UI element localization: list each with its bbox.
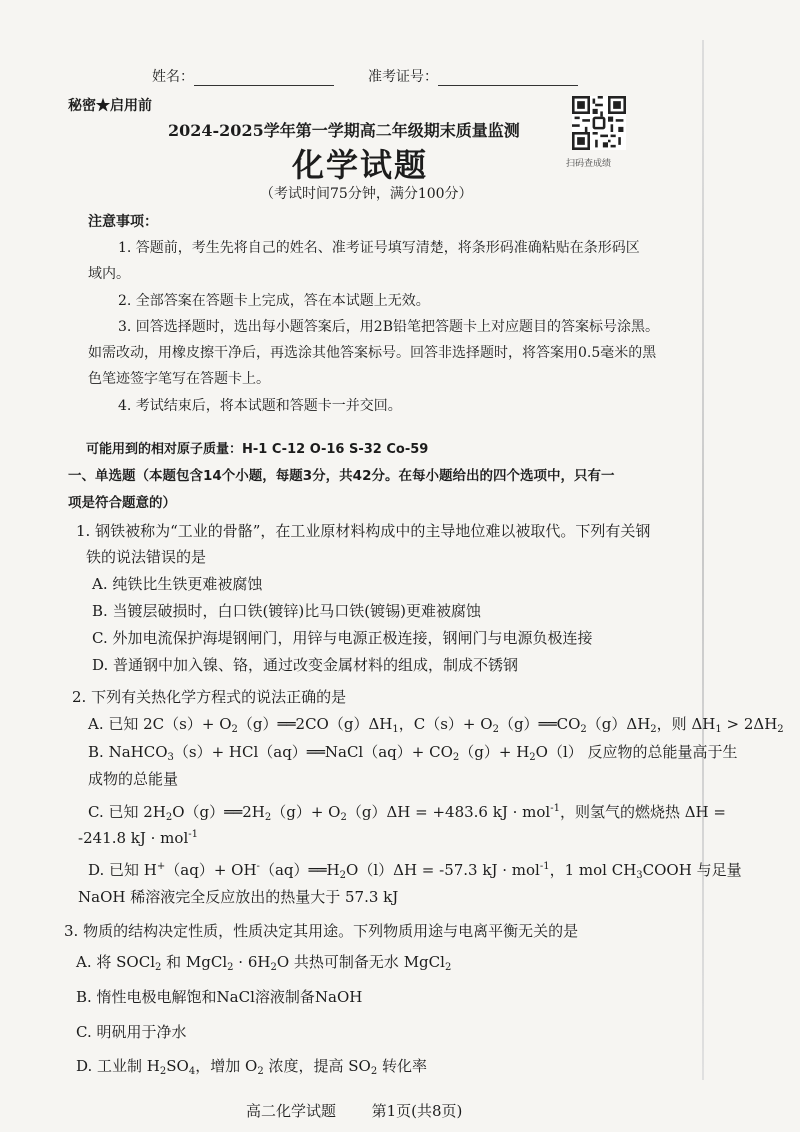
q2-option-b[interactable] — [88, 741, 738, 762]
q3-option-d-tail: 转化率 — [377, 1057, 427, 1075]
footer-page-number: 第1页(共8页) — [371, 1102, 463, 1120]
atomic-masses: 可能用到的相对原子质量：H-1 C-12 O-16 S-32 Co-59 — [86, 442, 429, 457]
q3-option-d-oxygen: $O_2$ — [245, 1057, 264, 1077]
q2-option-a-equation: $2C(s)+ O_2(g)══2CO(g)\Delta H_1$，$C(s)+ O_2(g)══CO_2(g)\Delta H_2$，则 $\Delta H_1 > 2\Delta H_2$ — [143, 715, 784, 735]
q2-option-c-equation: $2H_2O(g)══2H_2(g)+ O_2(g)\Delta H = +483.6$ kJ · mol$^{-1}$ — [143, 803, 560, 823]
q2-option-b-equation: NaHCO$_3$（s）+ HCl（aq）══NaCl（aq）+ $CO_2(g)+ H_2O(l)$ — [108, 743, 583, 763]
q1-option-d[interactable]: D. 普通钢中加入镍、铬，通过改变金属材料的组成，制成不锈钢 — [92, 656, 519, 674]
time-info: （考试时间75分钟，满分100分） — [260, 186, 473, 202]
notice-item-1-cont: 域内。 — [88, 266, 130, 282]
q2-option-b-prefix: B. — [88, 743, 109, 761]
q1-option-b[interactable]: B. 当镀层破损时，白口铁(镀锌)比马口铁(镀锡)更难被腐蚀 — [92, 602, 481, 620]
q3-option-a-reagents: SOCl$_2$ 和 MgCl$_2$ · $6H_2O$ — [116, 953, 290, 973]
q2-option-b-text: 反应物的总能量高于生 — [582, 743, 738, 761]
name-field — [152, 66, 334, 86]
q3-option-a-prefix: A. 将 — [76, 953, 117, 971]
q3-option-d-acid: $H_2SO_4$ — [146, 1057, 196, 1077]
footer-subject: 高二化学试题 — [246, 1102, 337, 1120]
q1-stem-cont: 铁的说法错误的是 — [86, 548, 207, 566]
q2-option-d-tail: 与足量 — [691, 861, 742, 879]
q2-option-c-value: -241.8 kJ · mol — [78, 829, 189, 847]
q1-stem: 1. 钢铁被称为“工业的骨骼”，在工业原材料构成中的主导地位难以被取代。下列有关钢 — [76, 522, 651, 540]
q3-option-b[interactable]: B. 惰性电极电解饱和NaCl溶液制备NaOH — [76, 988, 363, 1006]
exam-subtitle: 2024-2025学年第一学期高二年级期末质量监测 — [168, 121, 520, 140]
q2-option-c-cont: -241.8 kJ · mol$^{-1}$ — [78, 829, 198, 847]
q2-option-d-equation: $H^+(aq)+ OH^-(aq)══H_2O(l)\Delta H = -57.3$ kJ · mol$^{-1}$ — [143, 861, 550, 881]
q3-option-d-so2: $SO_2$ — [348, 1057, 378, 1077]
notice-item-4: 4. 考试结束后，将本试题和答题卡一并交回。 — [118, 398, 402, 414]
exam-id-field — [368, 66, 578, 86]
q2-option-c-prefix: C. 已知 — [88, 803, 144, 821]
q2-option-d-text: ，1 mol — [549, 861, 612, 879]
q3-option-c[interactable]: C. 明矾用于净水 — [76, 1023, 187, 1041]
page-footer — [246, 1100, 462, 1121]
notice-item-2: 2. 全部答案在答题卡上完成，答在本试题上无效。 — [118, 293, 430, 309]
exam-title: 化学试题 — [292, 146, 429, 184]
notice-item-3: 3. 回答选择题时，选出每小题答案后，用2B铅笔把答题卡上对应题目的答案标号涂黑。 — [118, 319, 660, 335]
q1-option-a[interactable]: A. 纯铁比生铁更难被腐蚀 — [92, 575, 263, 593]
q3-option-d-text1: ，增加 — [195, 1057, 245, 1075]
q2-option-a-prefix: A. 已知 — [88, 715, 144, 733]
q2-option-c[interactable] — [88, 801, 726, 822]
qr-caption: 扫码查成绩 — [566, 159, 612, 169]
q2-option-d[interactable] — [88, 859, 742, 880]
name-blank — [194, 71, 334, 86]
q3-option-d[interactable] — [76, 1055, 427, 1076]
notice-item-1: 1. 答题前，考生先将自己的姓名、准考证号填写清楚，将条形码准确粘贴在条形码区 — [118, 240, 640, 256]
q2-option-d-prefix: D. 已知 — [88, 861, 144, 879]
q2-option-b-cont: 成物的总能量 — [88, 770, 179, 788]
notice-item-3-cont2: 色笔迹签字笔写在答题卡上。 — [88, 371, 270, 387]
confidential-label: 秘密★启用前 — [68, 98, 152, 114]
section1-heading-cont: 项是符合题意的） — [68, 495, 176, 511]
notice-heading: 注意事项： — [88, 214, 158, 230]
q2-option-a[interactable] — [88, 713, 784, 734]
q2-option-c-text: ，则氢气的燃烧热 ΔH = — [559, 803, 726, 821]
page-edge-shadow — [702, 40, 704, 1080]
q3-option-a[interactable] — [76, 951, 451, 972]
exam-id-label: 准考证号： — [368, 69, 438, 85]
q2-option-d-acid: $CH_3COOH$ — [611, 861, 692, 881]
q3-option-a-text: 共热可制备无水 — [289, 953, 404, 971]
qr-code-icon[interactable] — [572, 96, 626, 150]
q3-option-d-prefix: D. 工业制 — [76, 1057, 147, 1075]
q2-stem: 2. 下列有关热化学方程式的说法正确的是 — [72, 688, 347, 706]
q3-option-d-text2: 浓度，提高 — [263, 1057, 349, 1075]
q2-option-d-cont: NaOH 稀溶液完全反应放出的热量大于 57.3 kJ — [78, 888, 399, 906]
section1-heading: 一、单选题（本题包含14个小题，每题3分，共42分。在每小题给出的四个选项中，只有一 — [68, 468, 615, 484]
q1-option-c[interactable]: C. 外加电流保护海堤钢闸门，用锌与电源正极连接，钢闸门与电源负极连接 — [92, 629, 593, 647]
notice-item-3-cont1: 如需改动，用橡皮擦干净后，再选涂其他答案标号。回答非选择题时，将答案用0.5毫米的黑 — [88, 345, 657, 361]
exam-id-blank — [438, 71, 578, 86]
q3-stem: 3. 物质的结构决定性质，性质决定其用途。下列物质用途与电离平衡无关的是 — [64, 922, 579, 940]
q3-option-a-product: MgCl$_2$ — [403, 953, 452, 973]
name-label: 姓名： — [152, 69, 194, 85]
